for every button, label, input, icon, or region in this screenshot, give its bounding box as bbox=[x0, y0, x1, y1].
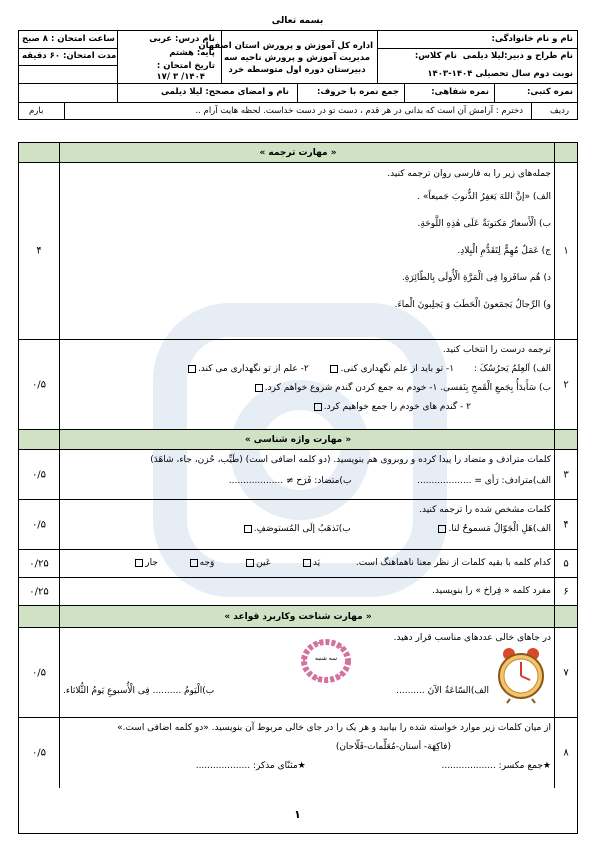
clock-icon bbox=[495, 646, 547, 704]
section-vocabulary bbox=[19, 430, 577, 450]
option-1-checkbox[interactable] bbox=[303, 559, 311, 567]
sentence-c: ج) عَمَلٌ مُهِمٌّ لِتَقَدُّمِ الْبِلادِ. bbox=[457, 246, 551, 256]
oral-score-label: نمره شفاهی: bbox=[431, 87, 489, 97]
option-b1-checkbox[interactable] bbox=[255, 384, 263, 392]
question-body bbox=[63, 454, 551, 494]
option-a1-checkbox[interactable] bbox=[330, 365, 338, 373]
sentence-d: د) هُم سافَروا فِی الْمَرَّةِ الْأُولَی بِالطّائِرَةِ. bbox=[401, 273, 551, 283]
option-4-label: جار bbox=[145, 558, 158, 568]
question-2 bbox=[19, 340, 577, 430]
question-body bbox=[63, 504, 551, 542]
option-a1-label: ۱- تو باید از علم نگهداری کنی. bbox=[340, 364, 455, 374]
subject-label: نام درس: عربی bbox=[149, 34, 215, 44]
question-body bbox=[63, 722, 551, 779]
question-instruction: از میان کلمات زیر موارد خواسته شده را بیابید و هر یک را در جای خالی مربوط آن بنویسید. «دو کلمه اضافی است.» bbox=[117, 723, 551, 733]
synonym-blank[interactable]: الف)مترادف: رَأی = ................... bbox=[417, 476, 551, 486]
question-instruction: مفرد کلمه « فِراخ » را بنویسید. bbox=[432, 586, 551, 596]
question-number: ۶ bbox=[563, 586, 569, 597]
clock-answer-blank[interactable]: الف)السّاعَةُ الآنَ .......... bbox=[396, 686, 489, 696]
header-box bbox=[18, 30, 578, 120]
written-score-label: نمره کتبی: bbox=[526, 87, 573, 97]
option-3-checkbox[interactable] bbox=[190, 559, 198, 567]
question-score: ۰/۵ bbox=[31, 667, 47, 678]
question-8 bbox=[19, 718, 577, 788]
question-number: ۸ bbox=[563, 747, 569, 759]
translate-item-a: الف)هَلِ الْجَوّالُ مَسموحٌ لنا. bbox=[448, 524, 551, 534]
question-score: ۴ bbox=[36, 245, 42, 257]
questions-table bbox=[18, 142, 578, 834]
row-column-label: ردیف bbox=[549, 106, 569, 116]
corrector-label: نام و امضای مصحح: لیلا دیلمی bbox=[161, 87, 289, 97]
question-number: ۷ bbox=[563, 667, 569, 678]
broken-plural-blank[interactable]: ★جمع مکسر: ................... bbox=[441, 761, 551, 771]
total-score-words-label: جمع نمره با حروف: bbox=[316, 87, 399, 97]
translate-item-b: ب)نَذهَبُ إلَی المُستوصَفِ. bbox=[253, 524, 351, 534]
option-1-label: یَد bbox=[312, 558, 321, 568]
section-grammar bbox=[19, 606, 577, 628]
section-title: « مهارت شناخت وکاربرد قواعد » bbox=[224, 611, 372, 622]
question-score: ۰/۲۵ bbox=[29, 586, 49, 597]
answer-box-a[interactable] bbox=[438, 525, 446, 533]
weekday-answer-blank[interactable]: ب)الْیَومُ .......... bbox=[152, 686, 215, 696]
question-body bbox=[63, 585, 551, 604]
class-label: نام کلاس: bbox=[414, 51, 457, 61]
grade-label: پایه: هشتم bbox=[169, 48, 215, 58]
section-title: « مهارت ترجمه » bbox=[259, 147, 337, 158]
question-body bbox=[63, 168, 551, 318]
question-instruction: در جاهای خالی عددهای مناسب قرار دهید. bbox=[393, 633, 551, 643]
option-4-checkbox[interactable] bbox=[135, 559, 143, 567]
question-instruction: جمله‌های زیر را به فارسی روان ترجمه کنید. bbox=[387, 169, 551, 179]
question-number: ۳ bbox=[563, 469, 569, 480]
question-score: ۰/۵ bbox=[31, 519, 47, 530]
sentence-a: الف) «إنَّ اللهَ یَغفِرُ الذُّنوبَ جَمیعاً» . bbox=[417, 192, 551, 202]
option-a2-checkbox[interactable] bbox=[188, 365, 196, 373]
score-column-label: بارم bbox=[29, 106, 44, 116]
masculine-dual-blank[interactable]: ★مثنّای مذکر: ................... bbox=[195, 761, 306, 771]
antonym-blank[interactable]: ب)متضاد: فَرَح ≠ ................... bbox=[228, 476, 352, 486]
word-bank: (فاکِهَة- أسنان-مُعَلِّمات-فَلّاحان) bbox=[335, 742, 451, 752]
question-number: ۲ bbox=[563, 379, 569, 390]
question-number: ۴ bbox=[563, 519, 569, 530]
question-5 bbox=[19, 550, 577, 578]
exam-date-label: تاریخ امتحان : bbox=[156, 61, 215, 71]
wreath-label: سه شنبه bbox=[314, 655, 338, 662]
option-group-a-prompt: الف) اَلعِلمُ یَحرُسُکَ : bbox=[473, 364, 551, 374]
option-2-label: عَین bbox=[256, 558, 272, 568]
weekday-sentence-tail: فِی الْأُسبوعِ یَومُ الثُّلاثاء. bbox=[63, 686, 150, 696]
option-group-b-prompt: ب) سَأَبدَأُ بِجَمعِ الْقَمحِ بِنَفسی. bbox=[440, 383, 551, 393]
answer-box-b[interactable] bbox=[244, 525, 252, 533]
page-number: ۱ bbox=[294, 808, 301, 821]
org-line-2: مدیریت آموزش و پرورش ناحیه سه bbox=[223, 53, 371, 63]
question-number: ۱ bbox=[563, 245, 569, 257]
section-title: « مهارت واژه شناسی » bbox=[244, 434, 352, 445]
org-line-1: اداره کل آموزش و پرورش استان اصفهان bbox=[198, 41, 373, 51]
option-3-label: وَجه bbox=[199, 558, 215, 568]
question-body bbox=[63, 557, 551, 576]
exam-time-label: ساعت امتحان : ۸ صبح bbox=[22, 34, 115, 44]
option-b1-label: ۱- خودم به جمع کردن گندم شروع خواهم کرد. bbox=[264, 383, 438, 393]
question-4 bbox=[19, 500, 577, 550]
motto: دخترم : آرامش آن است که بدانی در هر قدم ، دست تو در دست خداست. لحظه هایت آرام .. bbox=[195, 106, 523, 116]
question-instruction: کلمات مترادف و متضاد را پیدا کرده و روبروی هم بنویسید. (دو کلمه اضافی است) bbox=[245, 455, 551, 465]
weekday-sentence bbox=[63, 686, 214, 696]
designer-label: نام طراح و دبیر:لیلا دیلمی bbox=[462, 51, 573, 61]
option-b2-label: ۲ - گندم های خودم را جمع خواهیم کرد. bbox=[323, 402, 471, 412]
org-line-3: دبیرستان دوره اول متوسطه خرد bbox=[228, 65, 366, 75]
word-bank: (طَیِّب، حُزن، جاء، شاهَدَ) bbox=[150, 455, 243, 465]
question-body bbox=[63, 344, 551, 420]
sentence-e: و) الرِّجالُ یَجمَعونَ الْحَطَبَ وَ یَجلِبونَ الْماءَ. bbox=[394, 300, 551, 310]
question-instruction: کلمات مشخص شده را ترجمه کنید. bbox=[419, 505, 551, 515]
question-7 bbox=[19, 628, 577, 718]
exam-date: ۱۴۰۴/ ۳ /۱۷ bbox=[156, 72, 205, 82]
question-score: ۰/۲۵ bbox=[29, 558, 49, 569]
question-3 bbox=[19, 450, 577, 500]
question-instruction: ترجمه درست را انتخاب کنید. bbox=[442, 345, 551, 355]
duration-label: مدت امتحان: ۶۰ دقیقه bbox=[22, 51, 117, 61]
question-score: ۰/۵ bbox=[31, 379, 47, 390]
question-1 bbox=[19, 163, 577, 340]
student-name-label: نام و نام خانوادگی: bbox=[491, 34, 573, 44]
question-number: ۵ bbox=[563, 558, 569, 569]
option-2-checkbox[interactable] bbox=[246, 559, 254, 567]
option-b2-checkbox[interactable] bbox=[314, 403, 322, 411]
question-6 bbox=[19, 578, 577, 606]
section-translation bbox=[19, 143, 577, 163]
term-label: نوبت دوم سال تحصیلی ۱۴۰۴-۱۴۰۳ bbox=[427, 69, 573, 79]
option-a2-label: ۲- علم از تو نگهداری می کند. bbox=[197, 364, 309, 374]
question-score: ۰/۵ bbox=[31, 469, 47, 480]
question-score: ۰/۵ bbox=[31, 747, 47, 759]
bismillah: بسمه تعالی bbox=[271, 16, 324, 26]
sentence-b: ب) الْأَسعارُ مَکتوبَةٌ عَلَی هٰذِهِ اللَّوحَةِ. bbox=[417, 219, 551, 229]
question-instruction: کدام کلمه با بقیه کلمات از نظر معنا ناهماهنگ است. bbox=[355, 558, 551, 568]
